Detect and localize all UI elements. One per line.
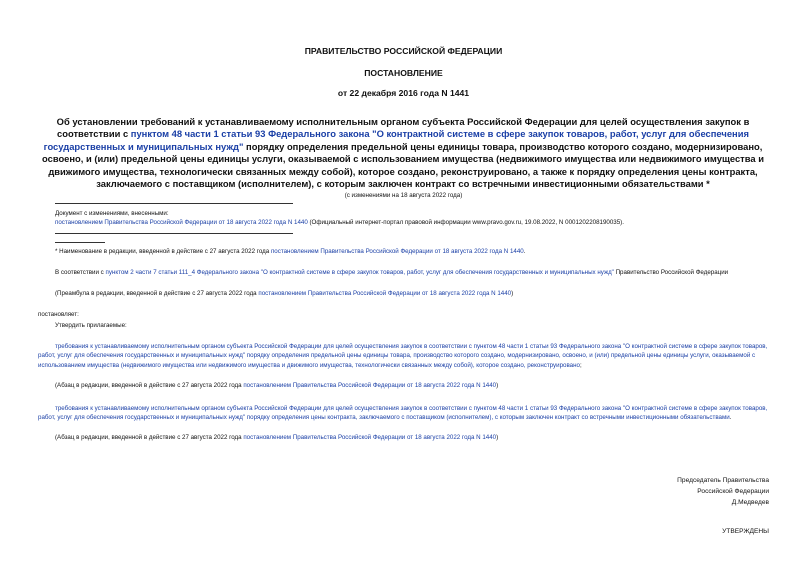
signature-position: Председатель Правительства [677,477,769,484]
changes-link[interactable]: постановлением Правительства Российской Федерации от 18 августа 2022 года N 1440 [55,219,308,227]
item2-edit-note [55,433,768,442]
footnote-suffix: . [523,248,526,255]
document-title [38,116,768,190]
title-text-1: Об установлении требований к устанавливаемому исполнительным органом субъекта Российской Федерации для целей осуществления закупок в соответствии с [56,116,750,140]
changes-suffix: (Официальный интернет-портал правовой информации www.pravo.gov.ru, 19.08.2022, N 0001202208190035). [307,219,624,227]
preamble-edit-prefix: (Преамбула в редакции, введенной в действие с 27 августа 2022 года [55,290,259,297]
separator-line [55,233,293,234]
preamble-law-link[interactable]: пунктом 2 части 7 статьи 111_4 Федерального закона "О контрактной системе в сфере закупок товаров, работ, услуг для обеспечения государственных и муниципальных нужд" [105,269,614,276]
separator-line [55,203,293,204]
changes-label: Документ с изменениями, внесенными: [55,210,169,217]
revision-note: (с изменениями на 18 августа 2022 года) [344,192,463,199]
preamble-edit-link[interactable]: постановлением Правительства Российской Федерации от 18 августа 2022 года N 1440 [258,290,512,297]
item1-edit-prefix: (Абзац в редакции, введенной в действие с 27 августа 2022 года [55,382,244,389]
preamble-edit-note [55,289,768,298]
item2-link[interactable]: требования к устанавливаемому исполнительным органом субъекта Российской Федерации для целей осуществления закупок в соответствии с пунктом 48 части 1 статьи 93 Федерального закона "О контрактной системе в сфере закупок товаров, работ, услуг для обеспечения государственных и муниципальных нужд" порядку определения цены контракта, заключаемого с поставщиком (исполнителем), с которым заключен контракт со встречными инвестиционными обязательствами [38,405,768,422]
item2-edit-link[interactable]: постановлением Правительства Российской Федерации от 18 августа 2022 года N 1440 [243,434,497,441]
item1-edit-link[interactable]: постановлением Правительства Российской Федерации от 18 августа 2022 года N 1440 [243,382,497,389]
footnote-prefix: * Наименование в редакции, введенной в действие с 27 августа 2022 года [55,248,271,255]
item2-edit-prefix: (Абзац в редакции, введенной в действие с 27 августа 2022 года [55,434,244,441]
footnote-separator [55,242,105,243]
signature-block [677,475,769,508]
item1-edit-suffix: ) [496,382,499,389]
preamble-suffix: Правительство Российской Федерации [613,269,729,276]
decree-word: постановляет: [38,311,79,318]
government-heading: ПРАВИТЕЛЬСТВО РОССИЙСКОЙ ФЕДЕРАЦИИ [304,46,503,56]
title-law-link[interactable]: пунктом 48 части 1 статьи 93 Федерального закона "О контрактной системе в сфере закупок товаров, работ, услуг для обеспечения государственных и муниципальных нужд" [43,128,749,152]
document-date-number: от 22 декабря 2016 года N 1441 [337,88,470,98]
item1-suffix: ; [579,361,582,369]
preamble-prefix: В соответствии с [55,269,106,276]
footnote [55,247,768,256]
signature-country: Российской Федерации [697,488,769,496]
item1-edit-note [55,381,768,390]
document-type: ПОСТАНОВЛЕНИЕ [364,68,443,78]
item-requirements-2 [38,404,768,423]
approved-label: УТВЕРЖДЕНЫ [722,528,769,535]
item2-suffix: . [729,414,732,422]
item2-edit-suffix: ) [496,434,499,441]
title-text-2: порядку определения предельной цены единицы товара, производство которого создано, модернизировано, освоено, и (или) предельной цены единицы услуги, оказываемой с использованием имущества (недвижимого имущества или недвижимого имущества и движимого имущества, технологически связанных между собой), которое создано, реконструировано, а также к порядку определения цены контракта, заключаемого с поставщиком (исполнителем), с которым заключен контракт со встречными инвестиционными обязательствами * [42,140,764,190]
item-requirements-1 [38,342,768,370]
changes-block [55,209,768,228]
approve-line: Утвердить прилагаемые: [55,322,127,329]
preamble [38,268,768,277]
item1-link[interactable]: требования к устанавливаемому исполнительным органом субъекта Российской Федерации для целей осуществления закупок в соответствии с пунктом 48 части 1 статьи 93 Федерального закона "О контрактной системе в сфере закупок товаров, работ, услуг для обеспечения государственных и муниципальных нужд" порядку определения предельной цены единицы товара, производство которого создано, модернизировано, освоено, и (или) предельной цены единицы услуги, оказываемой с использованием имущества (недвижимого имущества или недвижимого имущества и движимого имущества, технологически связанных между собой), которое создано, реконструировано [38,343,768,369]
preamble-edit-suffix: ) [511,290,514,297]
footnote-link[interactable]: постановлением Правительства Российской Федерации от 18 августа 2022 года N 1440 [270,248,524,255]
signature-name: Д.Медведев [731,499,769,507]
